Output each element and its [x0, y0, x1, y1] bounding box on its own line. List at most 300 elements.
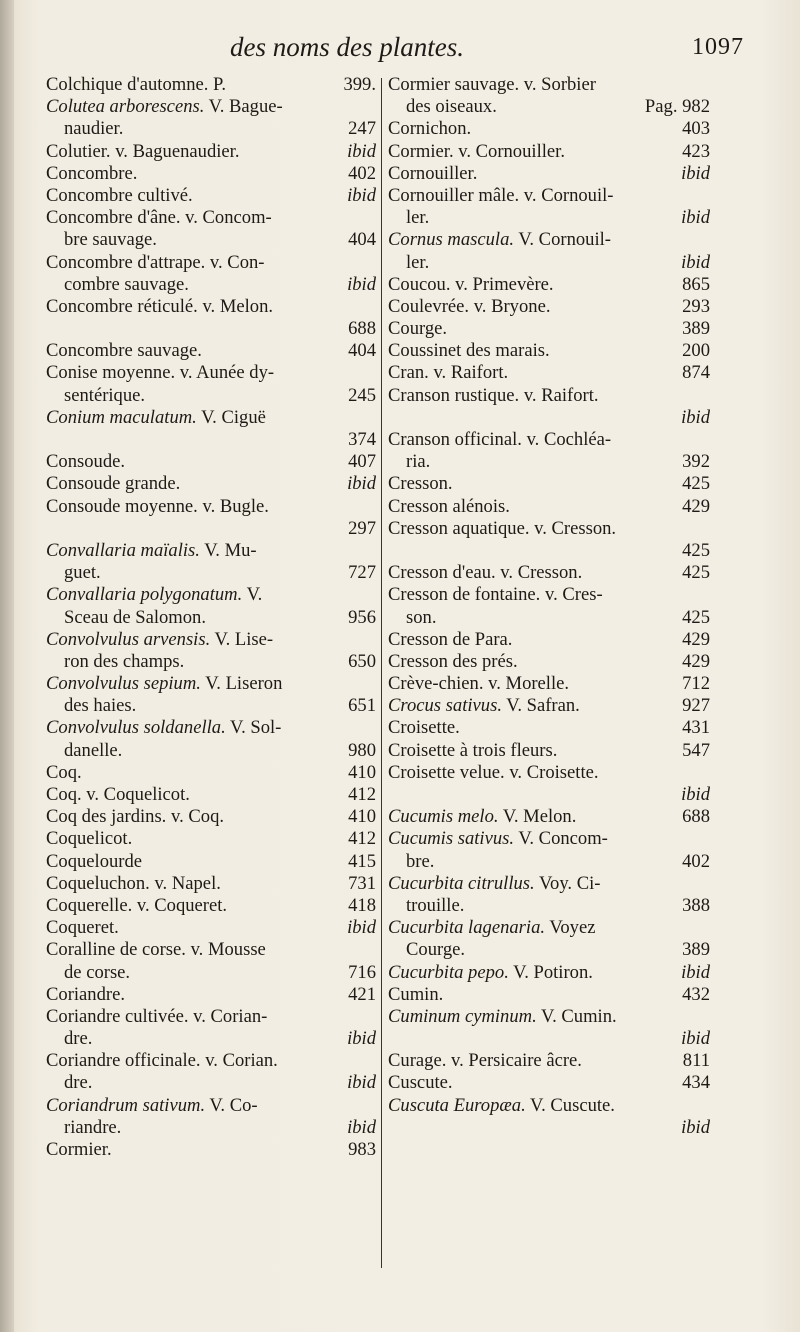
- index-entry: [388, 673, 710, 695]
- index-entry: [388, 873, 710, 917]
- index-entry: [388, 962, 710, 984]
- page-reference: 410: [348, 806, 376, 828]
- cross-reference: V. Lise-: [210, 628, 274, 650]
- cross-reference: V. Co-: [205, 1094, 258, 1116]
- index-entry: [388, 806, 710, 828]
- entry-line: [388, 340, 710, 362]
- page-reference: ibid: [347, 184, 376, 206]
- index-entry: [46, 584, 376, 628]
- page-reference: ibid: [681, 251, 710, 273]
- page-reference: 956: [348, 606, 376, 628]
- latin-name: Cucurbita lagenaria.: [388, 917, 546, 939]
- entry-text: naudier.: [64, 118, 124, 140]
- entry-continuation-line: [388, 207, 710, 229]
- index-entry: [46, 762, 376, 784]
- entry-text: Crève-chien. v. Morelle.: [388, 673, 570, 695]
- page-reference: 245: [348, 384, 376, 406]
- page-reference: 425: [682, 539, 710, 561]
- page-reference: 547: [682, 739, 710, 761]
- cross-reference: V. Bague-: [204, 96, 283, 118]
- entry-line: [388, 229, 710, 251]
- entry-text: Cresson de fontaine. v. Cres-: [388, 584, 603, 606]
- entry-line: [388, 318, 710, 340]
- entry-line: [46, 717, 376, 739]
- page-reference: 874: [682, 362, 710, 384]
- entry-text: Coquelourde: [46, 850, 143, 872]
- entry-line: [388, 717, 710, 739]
- entry-line: [46, 851, 376, 873]
- entry-text: guet.: [64, 562, 101, 584]
- entry-line: [46, 429, 376, 451]
- page-reference: 425: [682, 473, 710, 495]
- entry-line: [46, 984, 376, 1006]
- page-reference: 651: [348, 695, 376, 717]
- entry-text: [388, 806, 576, 828]
- page-reference: 407: [348, 451, 376, 473]
- index-entry: [388, 1050, 710, 1072]
- entry-line: [388, 784, 710, 806]
- page-reference: 404: [348, 229, 376, 251]
- entry-line: [388, 540, 710, 562]
- entry-text: bre sauvage.: [64, 229, 157, 251]
- page-reference: 293: [682, 295, 710, 317]
- entry-text: Courge.: [388, 318, 448, 340]
- page-reference: 388: [682, 894, 710, 916]
- entry-continuation-line: [46, 1117, 376, 1139]
- entry-text: [46, 96, 283, 118]
- page-reference: 374: [348, 429, 376, 450]
- page-reference: 731: [348, 872, 376, 894]
- page-reference: 716: [348, 961, 376, 983]
- entry-text: Coqueret.: [46, 917, 119, 939]
- index-entry: [46, 407, 376, 451]
- index-entry: [46, 673, 376, 717]
- cross-reference: V.: [242, 584, 263, 606]
- entry-text: Cuscute.: [388, 1072, 453, 1094]
- page-reference: 402: [348, 162, 376, 184]
- page-reference: 712: [682, 673, 710, 695]
- entry-line: [46, 318, 376, 340]
- entry-line: [388, 429, 710, 451]
- running-title: des noms des plantes.: [230, 32, 464, 62]
- page-reference: 297: [348, 517, 376, 539]
- page-reference: ibid: [347, 273, 376, 295]
- entry-text: Concombre réticulé. v. Melon.: [46, 295, 274, 317]
- page-reference: 403: [682, 118, 710, 140]
- page-reference: 688: [682, 806, 710, 828]
- index-entry: [388, 163, 710, 185]
- entry-text: Croisette à trois fleurs.: [388, 739, 558, 761]
- latin-name: Convolvulus sepium.: [46, 673, 201, 695]
- cross-reference: V. Safran.: [501, 695, 580, 717]
- entry-line: [388, 118, 710, 140]
- index-entry: [388, 740, 710, 762]
- index-entry: [46, 185, 376, 207]
- entry-continuation-line: [388, 607, 710, 629]
- index-entry: [388, 828, 710, 872]
- page-reference: ibid: [347, 1116, 376, 1138]
- page-reference: 429: [682, 495, 710, 517]
- entry-line: [46, 496, 376, 518]
- entry-line: [388, 362, 710, 384]
- entry-text: Cumin.: [388, 983, 444, 1005]
- entry-text: Consoude grande.: [46, 473, 181, 495]
- page-reference: 425: [682, 606, 710, 628]
- entry-continuation-line: [388, 851, 710, 873]
- entry-text: Cornouiller mâle. v. Cornouil-: [388, 184, 614, 206]
- entry-text: Cranson rustique. v. Raifort.: [388, 384, 599, 406]
- entry-text: Cresson.: [388, 473, 453, 495]
- latin-name: Cucumis sativus.: [388, 828, 515, 850]
- entry-text: sentérique.: [64, 384, 146, 406]
- entry-text: des haies.: [64, 695, 137, 717]
- entry-line: [388, 1028, 710, 1050]
- entry-line: [46, 540, 376, 562]
- page-reference: 688: [348, 318, 376, 340]
- index-entry: [46, 340, 376, 362]
- entry-line: [46, 1050, 376, 1072]
- index-entry: [388, 1006, 710, 1050]
- index-entry: [388, 562, 710, 584]
- entry-text: Cresson d'eau. v. Cresson.: [388, 562, 583, 584]
- latin-name: Crocus sativus.: [388, 695, 502, 717]
- entry-continuation-line: [388, 895, 710, 917]
- entry-text: Conise moyenne. v. Aunée dy-: [46, 362, 275, 384]
- entry-text: combre sauvage.: [64, 273, 189, 295]
- entry-text: Curage. v. Persicaire âcre.: [388, 1050, 582, 1072]
- page-reference: 865: [682, 273, 710, 295]
- cross-reference: V. Mu-: [199, 539, 257, 561]
- entry-line: [388, 141, 710, 163]
- entry-text: Coq.: [46, 761, 82, 783]
- page-reference: 410: [348, 761, 376, 783]
- entry-text: Cormier. v. Cornouiller.: [388, 140, 565, 162]
- page-reference: ibid: [681, 1116, 710, 1138]
- index-entry: [46, 1095, 376, 1139]
- page-reference: Pag. 982: [644, 96, 710, 118]
- index-entry: [388, 141, 710, 163]
- entry-text: Concombre cultivé.: [46, 184, 193, 206]
- entry-line: [388, 296, 710, 318]
- index-entry: [388, 74, 710, 118]
- entry-text: Consoude.: [46, 451, 126, 473]
- page-reference: ibid: [681, 162, 710, 184]
- entry-text: Concombre d'âne. v. Concom-: [46, 207, 272, 229]
- index-entry: [46, 806, 376, 828]
- index-entry: [46, 939, 376, 983]
- index-entry: [388, 340, 710, 362]
- page-reference: 404: [348, 340, 376, 362]
- page-reference: ibid: [681, 961, 710, 983]
- cross-reference: V. Cornouil-: [514, 229, 611, 251]
- page-reference: ibid: [347, 917, 376, 939]
- entry-continuation-line: [46, 1028, 376, 1050]
- entry-text: Coq des jardins. v. Coq.: [46, 806, 225, 828]
- page-reference: ibid: [347, 1028, 376, 1050]
- latin-name: Cucumis melo.: [388, 806, 499, 828]
- entry-line: [46, 629, 376, 651]
- entry-line: [46, 207, 376, 229]
- entry-text: Coussinet des marais.: [388, 340, 550, 362]
- latin-name: Cuscuta Europæa.: [388, 1094, 526, 1116]
- page-reference: 389: [682, 318, 710, 340]
- entry-continuation-line: [46, 695, 376, 717]
- entry-continuation-line: [388, 252, 710, 274]
- entry-line: [46, 673, 376, 695]
- entry-text: Cornichon.: [388, 118, 472, 140]
- entry-line: [388, 1095, 710, 1117]
- latin-name: Coriandrum sativum.: [46, 1094, 206, 1116]
- entry-text: Coralline de corse. v. Mousse: [46, 939, 266, 961]
- entry-line: [388, 518, 710, 540]
- index-entry: [388, 473, 710, 495]
- cross-reference: V. Potiron.: [508, 961, 593, 983]
- entry-line: [388, 1006, 710, 1028]
- index-entry: [46, 296, 376, 340]
- page-reference: 727: [348, 562, 376, 584]
- entry-line: [46, 873, 376, 895]
- entry-line: [388, 962, 710, 984]
- column-divider: [381, 78, 382, 1268]
- index-entry: [46, 917, 376, 939]
- entry-text: son.: [406, 606, 437, 628]
- entry-text: [46, 407, 266, 429]
- entry-line: [46, 762, 376, 784]
- latin-name: Convolvulus arvensis.: [46, 628, 211, 650]
- entry-line: [46, 163, 376, 185]
- entry-text: des oiseaux.: [406, 96, 497, 118]
- entry-continuation-line: [388, 96, 710, 118]
- entry-line: [46, 917, 376, 939]
- latin-name: Convallaria polygonatum.: [46, 584, 243, 606]
- index-entry: [46, 629, 376, 673]
- latin-name: Cornus mascula.: [388, 229, 515, 251]
- entry-line: [388, 584, 710, 606]
- index-column-right: [388, 74, 710, 1139]
- index-entry: [388, 274, 710, 296]
- entry-text: [388, 828, 608, 850]
- page-reference: 434: [682, 1072, 710, 1094]
- entry-line: [388, 185, 710, 207]
- entry-text: Coriandre.: [46, 983, 125, 1005]
- entry-text: dre.: [64, 1072, 93, 1094]
- index-entry: [388, 118, 710, 140]
- latin-name: Cuminum cyminum.: [388, 1005, 537, 1027]
- index-entry: [46, 828, 376, 850]
- page-reference: 200: [682, 340, 710, 362]
- index-entry: [46, 473, 376, 495]
- entry-line: [388, 562, 710, 584]
- index-entry: [46, 873, 376, 895]
- page-reference: 421: [348, 983, 376, 1005]
- entry-text: [46, 1095, 258, 1117]
- page-reference: 927: [682, 695, 710, 717]
- index-entry: [388, 385, 710, 429]
- entry-text: [388, 1006, 617, 1028]
- page-header: [44, 30, 744, 66]
- entry-text: Coulevrée. v. Bryone.: [388, 295, 551, 317]
- entry-line: [388, 629, 710, 651]
- entry-text: Coriandre cultivée. v. Corian-: [46, 1005, 268, 1027]
- index-entry: [388, 984, 710, 1006]
- entry-text: ler.: [406, 251, 430, 273]
- entry-line: [46, 584, 376, 606]
- index-entry: [388, 1095, 710, 1139]
- index-entry: [46, 74, 376, 96]
- entry-continuation-line: [46, 229, 376, 251]
- entry-text: [388, 873, 601, 895]
- entry-line: [388, 407, 710, 429]
- entry-line: [388, 1117, 710, 1139]
- entry-continuation-line: [46, 562, 376, 584]
- entry-line: [388, 74, 710, 96]
- index-entry: [388, 318, 710, 340]
- entry-text: Concombre d'attrape. v. Con-: [46, 251, 265, 273]
- entry-line: [46, 340, 376, 362]
- entry-text: Coquerelle. v. Coqueret.: [46, 894, 228, 916]
- entry-line: [388, 496, 710, 518]
- cross-reference: V. Cuscute.: [525, 1094, 615, 1116]
- entry-text: Coq. v. Coquelicot.: [46, 784, 190, 805]
- entry-text: riandre.: [64, 1116, 122, 1138]
- index-entry: [46, 1006, 376, 1050]
- entry-text: Concombre sauvage.: [46, 340, 202, 362]
- cross-reference: V. Ciguë: [196, 406, 266, 428]
- cross-reference: V. Concom-: [514, 828, 608, 850]
- page-reference: 412: [348, 828, 376, 850]
- cross-reference: Voy. Ci-: [534, 872, 601, 894]
- page-reference: ibid: [347, 473, 376, 495]
- index-entry: [388, 429, 710, 473]
- entry-text: Courge.: [406, 939, 466, 961]
- page-reference: 983: [348, 1139, 376, 1160]
- index-entry: [388, 762, 710, 806]
- entry-line: [46, 939, 376, 961]
- entry-line: [388, 740, 710, 762]
- entry-text: bre.: [406, 850, 435, 872]
- entry-continuation-line: [388, 939, 710, 961]
- index-entry: [46, 540, 376, 584]
- entry-continuation-line: [46, 607, 376, 629]
- entry-text: [46, 717, 281, 739]
- page-reference: 980: [348, 739, 376, 761]
- page-reference: 423: [682, 140, 710, 162]
- index-entry: [46, 984, 376, 1006]
- latin-name: Convolvulus soldanella.: [46, 717, 226, 739]
- index-entry: [46, 717, 376, 761]
- index-entry: [46, 851, 376, 873]
- entry-line: [46, 1139, 376, 1161]
- index-entry: [388, 629, 710, 651]
- index-entry: [46, 96, 376, 140]
- index-entry: [388, 229, 710, 273]
- latin-name: Convallaria maïalis.: [46, 539, 200, 561]
- entry-continuation-line: [46, 962, 376, 984]
- index-entry: [46, 451, 376, 473]
- page-reference: 402: [682, 850, 710, 872]
- entry-text: [388, 962, 593, 984]
- entry-text: Coqueluchon. v. Napel.: [46, 872, 221, 894]
- entry-text: [388, 1095, 615, 1117]
- entry-text: [46, 584, 262, 606]
- entry-text: Cresson aquatique. v. Cresson.: [388, 517, 617, 539]
- entry-line: [388, 473, 710, 495]
- entry-line: [46, 451, 376, 473]
- page-reference: ibid: [681, 784, 710, 805]
- index-entry: [388, 362, 710, 384]
- index-entry: [388, 651, 710, 673]
- cross-reference: Voyez: [545, 917, 596, 939]
- entry-text: Coriandre officinale. v. Corian.: [46, 1050, 278, 1072]
- page-reference: 429: [682, 650, 710, 672]
- entry-text: [388, 229, 611, 251]
- entry-line: [46, 74, 376, 96]
- page-reference: ibid: [681, 1028, 710, 1050]
- entry-text: Sceau de Salomon.: [64, 606, 207, 628]
- entry-text: [388, 695, 580, 717]
- entry-text: Colchique d'automne. P.: [46, 74, 226, 95]
- page-reference: ibid: [347, 1072, 376, 1094]
- entry-line: [46, 185, 376, 207]
- entry-text: Cormier sauvage. v. Sorbier: [388, 74, 596, 95]
- entry-text: [46, 673, 282, 695]
- entry-text: Cranson officinal. v. Cochléa-: [388, 429, 612, 450]
- entry-text: Cran. v. Raifort.: [388, 362, 509, 384]
- entry-text: Cormier.: [46, 1139, 112, 1160]
- index-entry: [46, 252, 376, 296]
- entry-line: [388, 695, 710, 717]
- page-reference: 412: [348, 784, 376, 805]
- entry-line: [388, 163, 710, 185]
- entry-line: [388, 385, 710, 407]
- entry-line: [388, 1050, 710, 1072]
- entry-line: [46, 518, 376, 540]
- entry-text: ron des champs.: [64, 650, 185, 672]
- entry-text: [388, 917, 595, 939]
- entry-line: [46, 1095, 376, 1117]
- page-reference: 811: [682, 1050, 710, 1072]
- index-entry: [46, 895, 376, 917]
- page-reference: 650: [348, 650, 376, 672]
- entry-continuation-line: [46, 651, 376, 673]
- index-entry: [46, 141, 376, 163]
- cross-reference: V. Cumin.: [536, 1005, 617, 1027]
- entry-text: Croisette velue. v. Croisette.: [388, 761, 599, 783]
- entry-line: [388, 762, 710, 784]
- entry-text: ler.: [406, 207, 430, 229]
- entry-line: [388, 917, 710, 939]
- entry-text: Croisette.: [388, 717, 460, 739]
- entry-text: Coucou. v. Primevère.: [388, 273, 554, 295]
- entry-line: [46, 473, 376, 495]
- page-reference: ibid: [681, 406, 710, 428]
- entry-line: [388, 828, 710, 850]
- page-reference: 415: [348, 850, 376, 872]
- entry-text: Cresson alénois.: [388, 495, 510, 517]
- page-reference: 418: [348, 894, 376, 916]
- entry-continuation-line: [388, 451, 710, 473]
- entry-line: [46, 1006, 376, 1028]
- index-entry: [388, 584, 710, 628]
- latin-name: Conium maculatum.: [46, 406, 197, 428]
- entry-line: [46, 828, 376, 850]
- index-entry: [388, 296, 710, 318]
- entry-line: [46, 407, 376, 429]
- entry-text: Cresson de Para.: [388, 628, 513, 650]
- entry-line: [46, 806, 376, 828]
- entry-line: [388, 873, 710, 895]
- entry-continuation-line: [46, 385, 376, 407]
